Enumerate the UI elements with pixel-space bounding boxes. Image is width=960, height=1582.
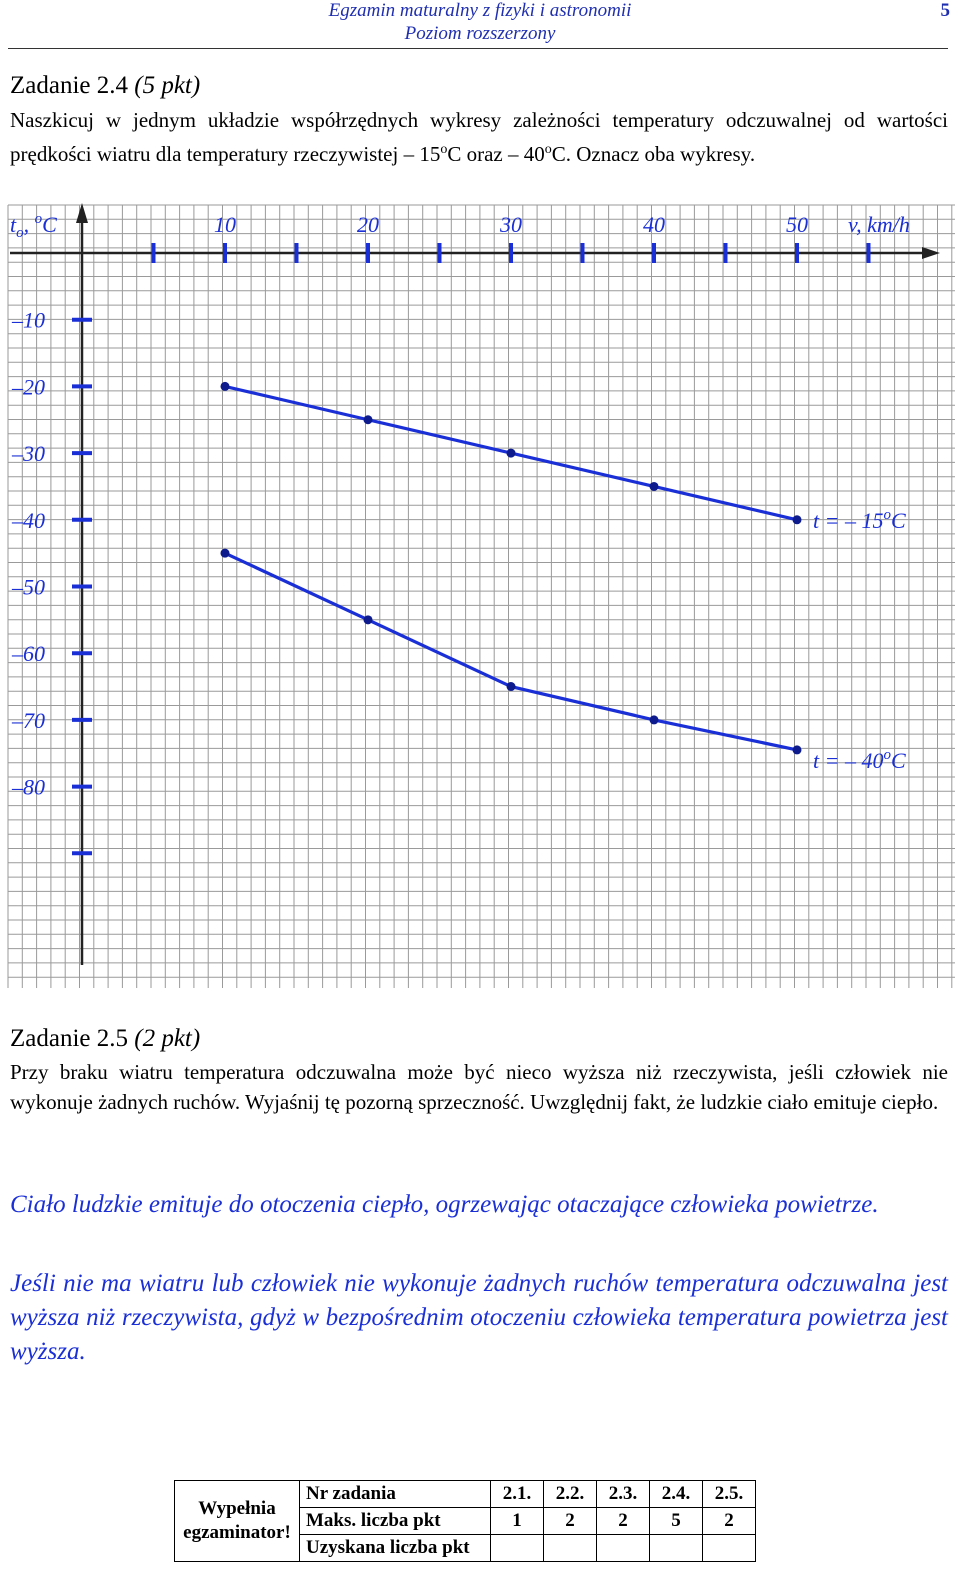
row-label-max-points: Maks. liczba pkt — [300, 1508, 491, 1535]
chart-grid — [8, 205, 955, 988]
y-tick-label: –20 — [12, 374, 45, 400]
x-tick-label: 30 — [500, 212, 522, 237]
max-points-cell: 2 — [597, 1508, 650, 1535]
data-point — [507, 682, 516, 691]
examiner-fill-label-1: Wypełnia — [198, 1498, 276, 1519]
task-number-cell: 2.1. — [491, 1481, 544, 1508]
y-axis-label-sub: o — [16, 225, 24, 241]
series-label-unit: C — [890, 747, 906, 773]
chart-axes — [10, 203, 940, 965]
y-axis-label-unit: C — [42, 212, 57, 237]
task-2-4-points: (5 pkt) — [134, 72, 201, 99]
chart-ticks — [11, 212, 869, 853]
task-2-4-title-text: Zadanie 2.4 — [10, 72, 129, 99]
x-tick-label: 10 — [214, 212, 236, 237]
task-number-cell: 2.4. — [650, 1481, 703, 1508]
data-point — [793, 515, 802, 524]
series-label-unit: C — [890, 507, 906, 533]
series-label — [813, 747, 906, 773]
obtained-points-cell[interactable] — [703, 1535, 756, 1562]
task-2-4-degree1: o — [440, 142, 448, 157]
data-point — [793, 745, 802, 754]
max-points-cell: 1 — [491, 1508, 544, 1535]
examiner-fill-label — [175, 1481, 300, 1562]
y-tick-label: –10 — [12, 307, 45, 333]
y-tick-label: –30 — [12, 441, 45, 467]
obtained-points-cell[interactable] — [650, 1535, 703, 1562]
x-axis-label: v, km/h — [848, 212, 910, 237]
obtained-points-cell[interactable] — [491, 1535, 544, 1562]
task-2-5-title — [10, 1025, 200, 1053]
data-point — [650, 482, 659, 491]
task-2-4-unit2: C. Oznacz oba wykresy. — [551, 142, 756, 166]
y-axis-label-deg: o — [34, 211, 43, 227]
y-tick-label: –70 — [12, 707, 45, 733]
task-2-5-points: (2 pkt) — [134, 1025, 201, 1052]
x-tick-label: 50 — [786, 212, 808, 237]
series-label — [813, 507, 906, 533]
data-point — [364, 615, 373, 624]
page-number: 5 — [940, 0, 950, 21]
x-tick-label: 20 — [357, 212, 379, 237]
task-2-5-question: Przy braku wiatru temperatura odczuwalna może być nieco wyższa niż rzeczywista, jeśli człowiek nie wykonuje żadnych ruchów. Wyjaśnij tę pozorną sprzeczność. Uwzględnij fakt, że ludzkie ciało emituje ciepło. — [10, 1060, 948, 1114]
y-tick-label: –50 — [12, 574, 45, 600]
score-table — [174, 1480, 756, 1562]
task-2-5-title-text: Zadanie 2.5 — [10, 1025, 129, 1052]
header-exam-level: Poziom rozszerzony — [404, 23, 556, 44]
max-points-cell: 2 — [703, 1508, 756, 1535]
series-label-degree: o — [883, 746, 891, 763]
series-label-degree: o — [883, 506, 891, 523]
data-point — [221, 549, 230, 558]
task-2-4-temp2: – 40 — [508, 142, 545, 166]
y-axis-label-comma: , — [23, 212, 35, 237]
y-tick-label: –60 — [12, 641, 45, 667]
obtained-points-cell[interactable] — [597, 1535, 650, 1562]
series-label-value: t = – 15 — [813, 507, 884, 533]
x-tick-label: 40 — [643, 212, 665, 237]
y-axis-label — [10, 211, 57, 241]
header-divider — [8, 48, 948, 49]
task-number-cell: 2.3. — [597, 1481, 650, 1508]
data-point — [650, 715, 659, 724]
task-2-4-temp1: – 15 — [403, 142, 441, 166]
task-2-4-unit1: C oraz — [447, 142, 508, 166]
wind-chill-chart — [0, 195, 960, 995]
task-2-5-answer-2: Jeśli nie ma wiatru lub człowiek nie wykonuje żadnych ruchów temperatura odczuwalna jest wyższa niż rzeczywista, gdyż w bezpośrednim otoczeniu człowieka temperatura powietrza jest wyższa. — [10, 1270, 948, 1365]
task-2-5-answer-1: Ciało ludzkie emituje do otoczenia ciepło, ogrzewając otaczające człowieka powietrze. — [10, 1191, 879, 1218]
row-label-task-number: Nr zadania — [300, 1481, 491, 1508]
series-label-value: t = – 40 — [813, 747, 884, 773]
y-axis-arrow — [76, 203, 88, 223]
task-2-4-text-a: Naszkicuj w jednym układzie współrzędnych wykresy zależności temperatury odczuwalnej od wartości prędkości wiatru dla temperatury rzeczywistej — [10, 108, 948, 166]
task-number-cell: 2.2. — [544, 1481, 597, 1508]
examiner-fill-label-2: egzaminator! — [183, 1522, 291, 1543]
task-2-4-degree2: o — [544, 142, 552, 157]
data-point — [364, 415, 373, 424]
data-point — [507, 449, 516, 458]
task-2-4-instructions — [10, 105, 948, 169]
task-2-4-title — [10, 72, 200, 100]
task-number-cell: 2.5. — [703, 1481, 756, 1508]
series-line — [225, 553, 797, 750]
data-point — [221, 382, 230, 391]
max-points-cell: 2 — [544, 1508, 597, 1535]
obtained-points-cell[interactable] — [544, 1535, 597, 1562]
y-axis-label-t: t — [10, 212, 17, 237]
y-tick-label: –80 — [12, 774, 45, 800]
row-label-obtained-points: Uzyskana liczba pkt — [300, 1535, 491, 1562]
y-tick-label: –40 — [12, 507, 45, 533]
header-exam-title: Egzamin maturalny z fizyki i astronomii — [328, 0, 632, 21]
max-points-cell: 5 — [650, 1508, 703, 1535]
chart-series — [221, 382, 906, 773]
